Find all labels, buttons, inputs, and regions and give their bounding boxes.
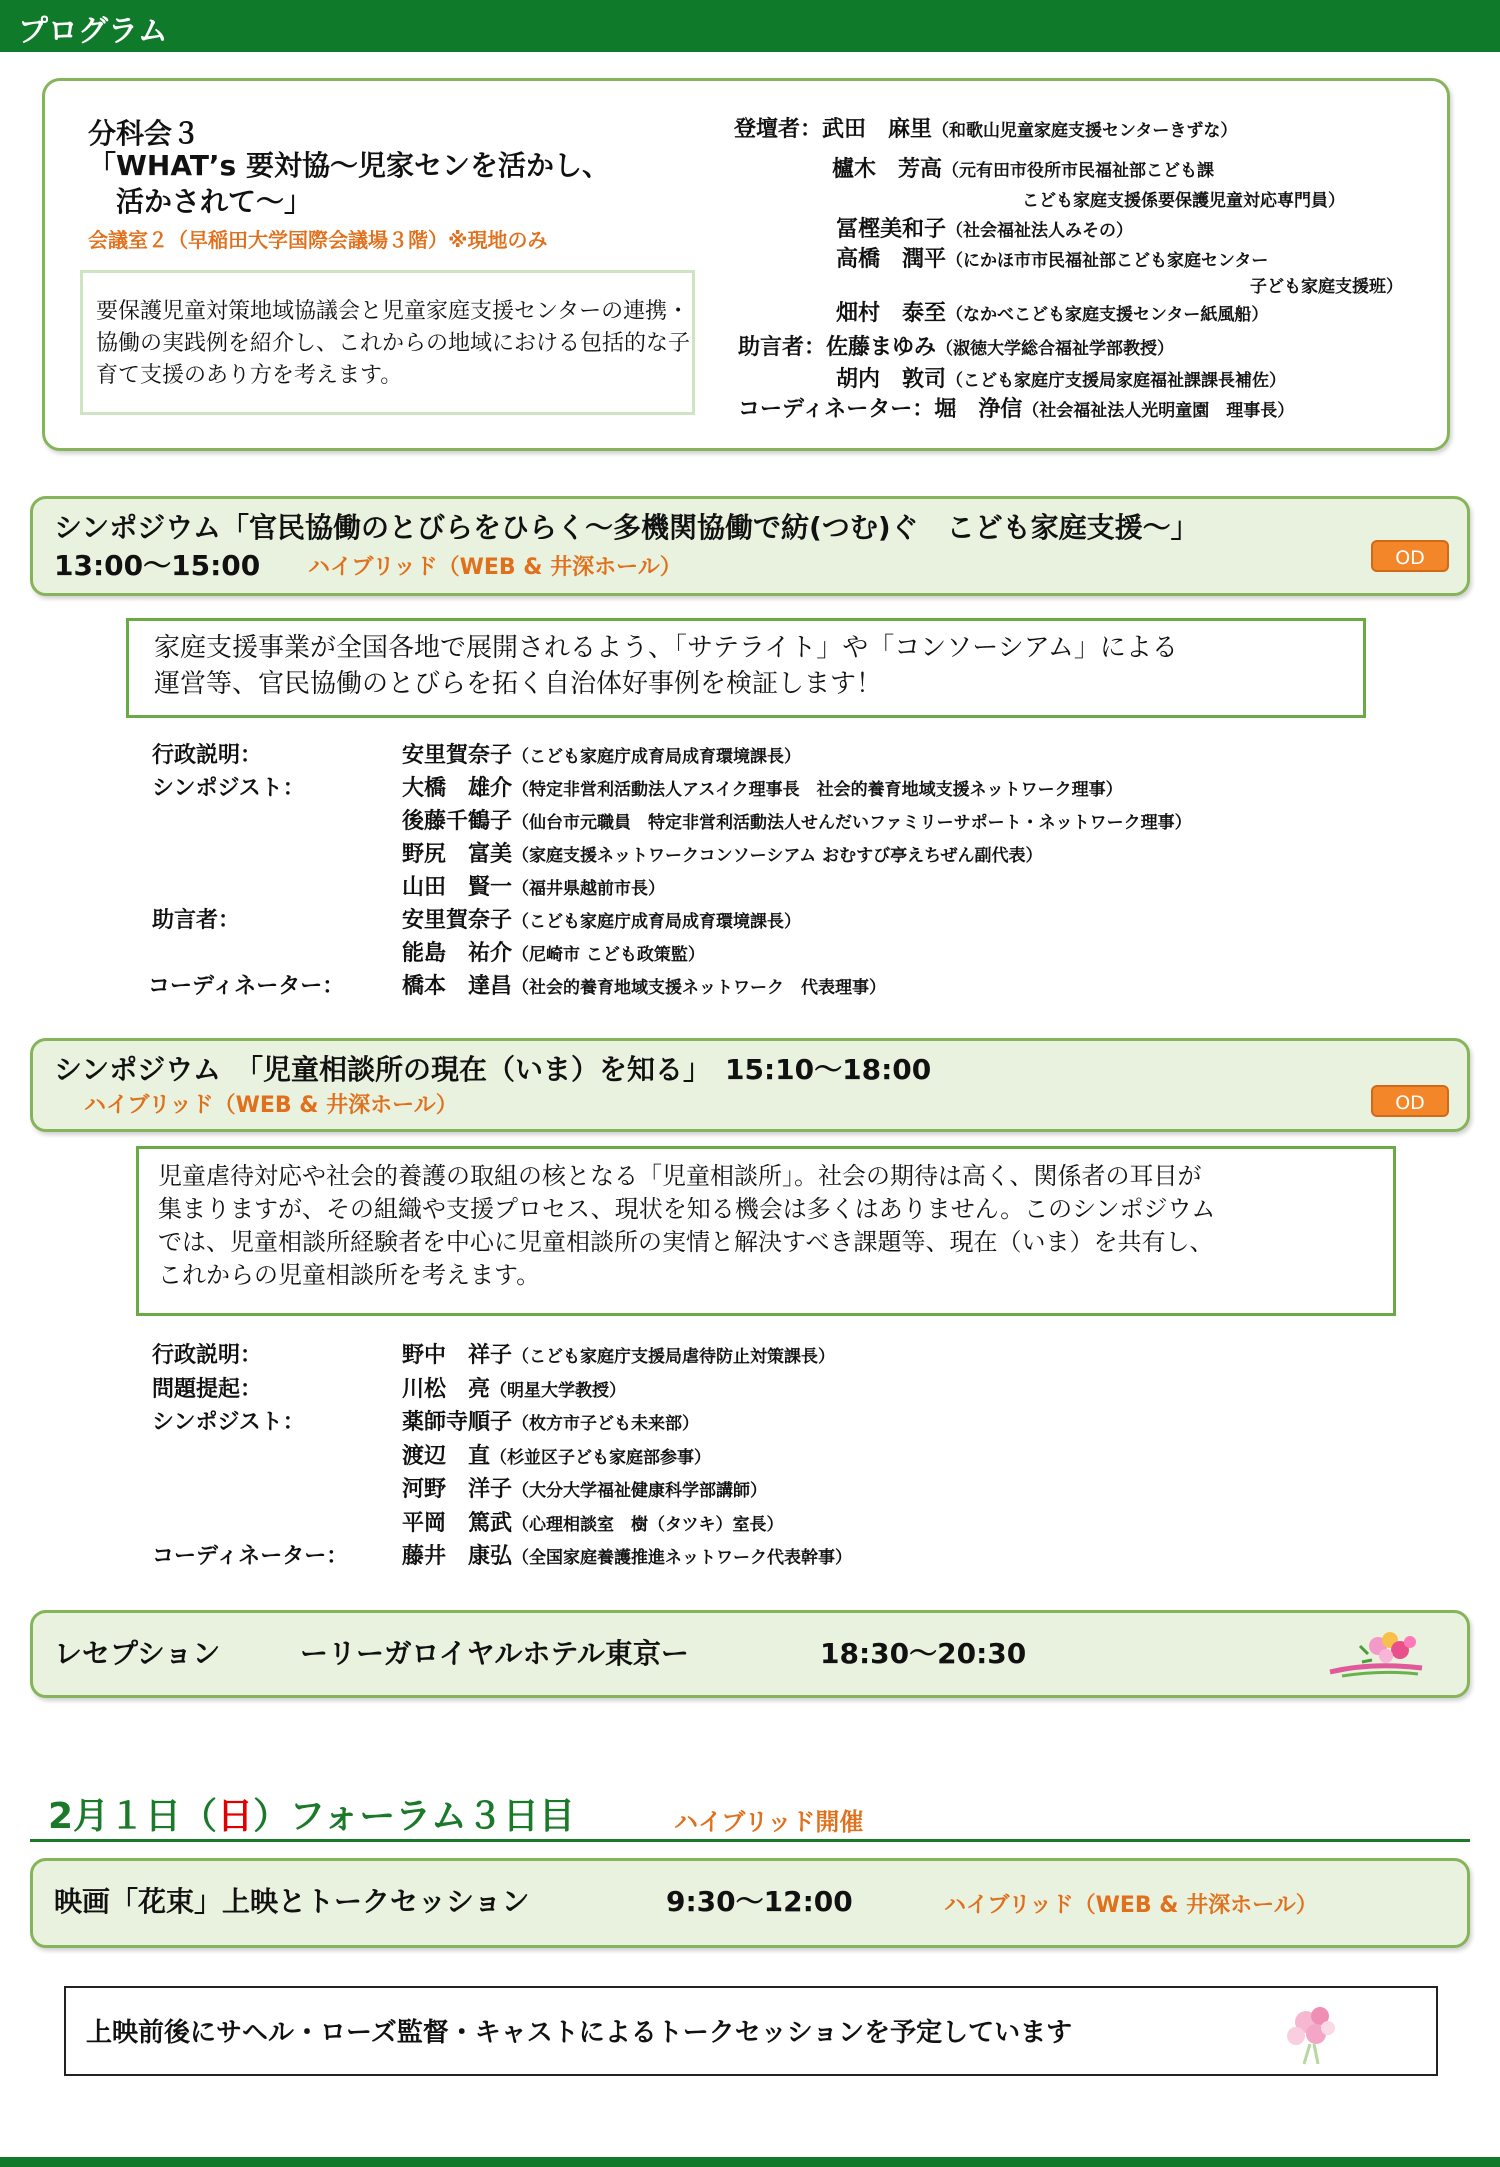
role-name: 安里賀奈子 [402, 743, 513, 768]
role-row [152, 738, 1192, 771]
role-org: （福井県越前市長） [512, 879, 666, 899]
speaker-org: （元有田市役所市民福祉部こども課 [942, 161, 1215, 181]
role-row [152, 771, 1192, 804]
role-label: コーディネーター： [152, 1544, 349, 1569]
bunkakai-room: 会議室２（早稲田大学国際会議場３階）※現地のみ [88, 228, 548, 252]
role-name: 薬師寺順子 [402, 1410, 513, 1435]
adviser-name: 佐藤まゆみ [826, 335, 937, 360]
role-label: 行政説明： [152, 1343, 263, 1368]
description-line: では、児童相談所経験者を中心に児童相談所の実情と解決すべき課題等、現在（いま）を共有し、 [158, 1228, 1214, 1256]
symposium1-title: シンポジウム「官民協働のとびらをひらく～多機関協働で紡(つむ)ぐ こども家庭支援～」 [54, 511, 1199, 544]
role-label: シンポジスト： [152, 776, 305, 801]
role-row [152, 1338, 852, 1372]
footer-bar [0, 2157, 1500, 2167]
speaker-name: 畑村 泰至 [836, 301, 947, 326]
role-org: （尼崎市 こども政策監） [512, 945, 705, 965]
bunkakai-adviser-row [738, 330, 1174, 361]
bunkakai-speaker-row [832, 152, 1214, 183]
day3-heading [48, 1788, 575, 1839]
role-label: シンポジスト： [152, 1410, 305, 1435]
role-org: （全国家庭養護推進ネットワーク代表幹事） [512, 1548, 853, 1568]
symposium2-title: シンポジウム 「児童相談所の現在（いま）を知る」 15:10～18:00 [54, 1053, 932, 1086]
role-name: 渡辺 直 [402, 1443, 491, 1469]
role-row [152, 1506, 852, 1540]
role-name: 能島 祐介 [402, 941, 513, 966]
role-org: （明星大学教授） [490, 1380, 627, 1401]
header-bar [0, 0, 1500, 52]
day3-divider [30, 1839, 1470, 1842]
talk-session-text: 上映前後にサヘル・ローズ監督・キャストによるトークセッションを予定しています [86, 2018, 1073, 2048]
bunkakai-theme-line2: 活かされて～」 [116, 185, 313, 218]
coordinator-name: 堀 浄信 [934, 397, 1023, 422]
bunkakai-speaker-row [836, 212, 1133, 243]
movie-title: 映画「花束」上映とトークセッション [54, 1885, 530, 1918]
role-row [152, 903, 1192, 936]
role-row [152, 870, 1192, 903]
role-row [152, 1372, 852, 1406]
role-name: 野尻 富美 [402, 842, 513, 867]
bunkakai-adviser-row [836, 362, 1286, 393]
role-name: 橋本 達昌 [402, 974, 513, 999]
bunkakai-coordinator-row [738, 392, 1294, 423]
role-org: （こども家庭庁成育局成育環境課長） [512, 747, 802, 767]
bunkakai-speaker-row [734, 112, 1237, 143]
role-org: （大分大学福祉健康科学部講師） [512, 1481, 768, 1501]
role-label: 助言者： [152, 908, 241, 933]
speaker-org: （なかべこども家庭支援センター紙風船） [946, 305, 1269, 325]
speaker-name: 高橋 潤平 [836, 247, 947, 272]
description-line: 児童虐待対応や社会的養護の取組の核となる「児童相談所」。社会の期待は高く、関係者の耳目が [158, 1162, 1202, 1190]
adviser-org: （こども家庭庁支援局家庭福祉課課長補佐） [946, 371, 1287, 391]
role-org: （社会的養育地域支援ネットワーク 代表理事） [512, 978, 887, 998]
symposium1-od-button[interactable]: OD [1371, 540, 1449, 572]
role-org: （家庭支援ネットワークコンソーシアム おむすび亭えちぜん副代表） [512, 846, 1043, 866]
role-label: 行政説明： [152, 743, 263, 768]
speaker-org: （和歌山児童家庭支援センターきずな） [932, 121, 1238, 141]
reception-label: レセプション [54, 1637, 221, 1670]
role-row [152, 1439, 852, 1473]
symposium2-od-button[interactable]: OD [1371, 1085, 1449, 1117]
day3-date-post: ）フォーラム３日目 [253, 1796, 575, 1837]
role-name: 安里賀奈子 [402, 908, 513, 933]
speaker-name: 武田 麻里 [822, 117, 933, 142]
speaker-org-line2: 子ども家庭支援班） [1250, 277, 1403, 297]
description-line: 集まりますが、その組織や支援プロセス、現状を知る機会は多くはありません。このシンポジウム [158, 1195, 1216, 1223]
reception-time: 18:30～20:30 [820, 1637, 1027, 1670]
role-name: 野中 祥子 [402, 1343, 513, 1368]
role-row [152, 936, 1192, 969]
role-row [152, 837, 1192, 870]
flower-bouquet-icon [1322, 1624, 1438, 1690]
movie-format: ハイブリッド（WEB & 井深ホール） [944, 1893, 1318, 1918]
symposium2-roles [152, 1338, 852, 1573]
bunkakai-speaker-row [836, 296, 1268, 327]
role-name: 川松 亮 [402, 1376, 491, 1402]
role-row [148, 969, 1192, 1002]
page-title: プログラム [18, 14, 168, 49]
role-org: （心理相談室 樹（タツキ）室長） [512, 1514, 784, 1535]
symposium2-description [158, 1160, 1398, 1292]
day3-weekday: 日 [217, 1796, 254, 1837]
movie-time: 9:30～12:00 [666, 1885, 853, 1918]
bunkakai-title: 分科会３ [88, 117, 201, 150]
adviser-name: 胡内 敦司 [836, 367, 947, 392]
bunkakai-speaker-row [836, 242, 1268, 273]
role-org: （こども家庭庁成育局成育環境課長） [512, 912, 802, 932]
role-label: コーディネーター： [148, 974, 345, 999]
role-name: 河野 洋子 [402, 1477, 513, 1502]
bunkakai-description: 要保護児童対策地域協議会と児童家庭支援センターの連携・協働の実践例を紹介し、これからの地域における包括的な子育て支援のあり方を考えます。 [96, 299, 691, 388]
bunkakai-theme [88, 148, 610, 220]
role-org: （特定非営利活動法人アスイク理事長 社会的養育地域支援ネットワーク理事） [512, 780, 1123, 800]
role-org: （仙台市元職員 特定非営利活動法人せんだいファミリーサポート・ネットワーク理事） [512, 813, 1192, 833]
adviser-org: （淑徳大学総合福祉学部教授） [936, 339, 1175, 359]
description-line: これからの児童相談所を考えます。 [158, 1261, 541, 1289]
description-line: 家庭支援事業が全国各地で展開されるよう、「サテライト」や「コンソーシアム」による [154, 633, 1178, 663]
role-row [152, 1472, 852, 1506]
coordinator-org: （社会福祉法人光明童園 理事長） [1022, 401, 1295, 421]
speakers-label: 登壇者： [734, 117, 823, 142]
role-row [152, 1405, 852, 1439]
reception-venue: ーリーガロイヤルホテル東京ー [300, 1637, 689, 1670]
symposium1-format: ハイブリッド（WEB & 井深ホール） [308, 555, 682, 580]
role-name: 大橋 雄介 [402, 776, 513, 801]
symposium2-format: ハイブリッド（WEB & 井深ホール） [84, 1093, 458, 1118]
description-line: 運営等、官民協働のとびらを拓く自治体好事例を検証します！ [154, 669, 883, 699]
bunkakai-theme-line1: 「WHAT’s 要対協～児家センを活かし、 [88, 149, 610, 182]
role-name: 山田 賢一 [402, 875, 513, 900]
role-row [152, 804, 1192, 837]
speaker-org: （社会福祉法人みその） [946, 221, 1134, 241]
role-name: 藤井 康弘 [402, 1544, 513, 1569]
symposium1-roles [148, 738, 1192, 1002]
role-org: （枚方市子ども未来部） [512, 1414, 700, 1434]
role-name: 後藤千鶴子 [402, 809, 513, 834]
symposium1-time: 13:00～15:00 [54, 549, 261, 582]
role-org: （こども家庭庁支援局虐待防止対策課長） [512, 1347, 836, 1367]
day3-date-pre: 2月１日（ [48, 1796, 218, 1837]
speaker-name: 櫨木 芳高 [832, 157, 943, 182]
reception-header [30, 1610, 1470, 1698]
role-org: （杉並区子ども家庭部参事） [490, 1447, 712, 1468]
day3-format: ハイブリッド開催 [674, 1808, 864, 1836]
speaker-org: （にかほ市市民福祉部こども家庭センター [946, 251, 1269, 271]
role-row [152, 1539, 852, 1573]
speaker-org-line2: こども家庭支援係要保護児童対応専門員） [1022, 191, 1345, 211]
role-name: 平岡 篤武 [402, 1510, 513, 1536]
flower-icon [1268, 1992, 1348, 2072]
speaker-name: 冨樫美和子 [836, 217, 947, 242]
coordinator-label: コーディネーター： [738, 397, 935, 422]
role-label: 問題提起： [152, 1376, 263, 1402]
symposium1-description [154, 630, 1354, 702]
advisers-label: 助言者： [738, 335, 827, 360]
